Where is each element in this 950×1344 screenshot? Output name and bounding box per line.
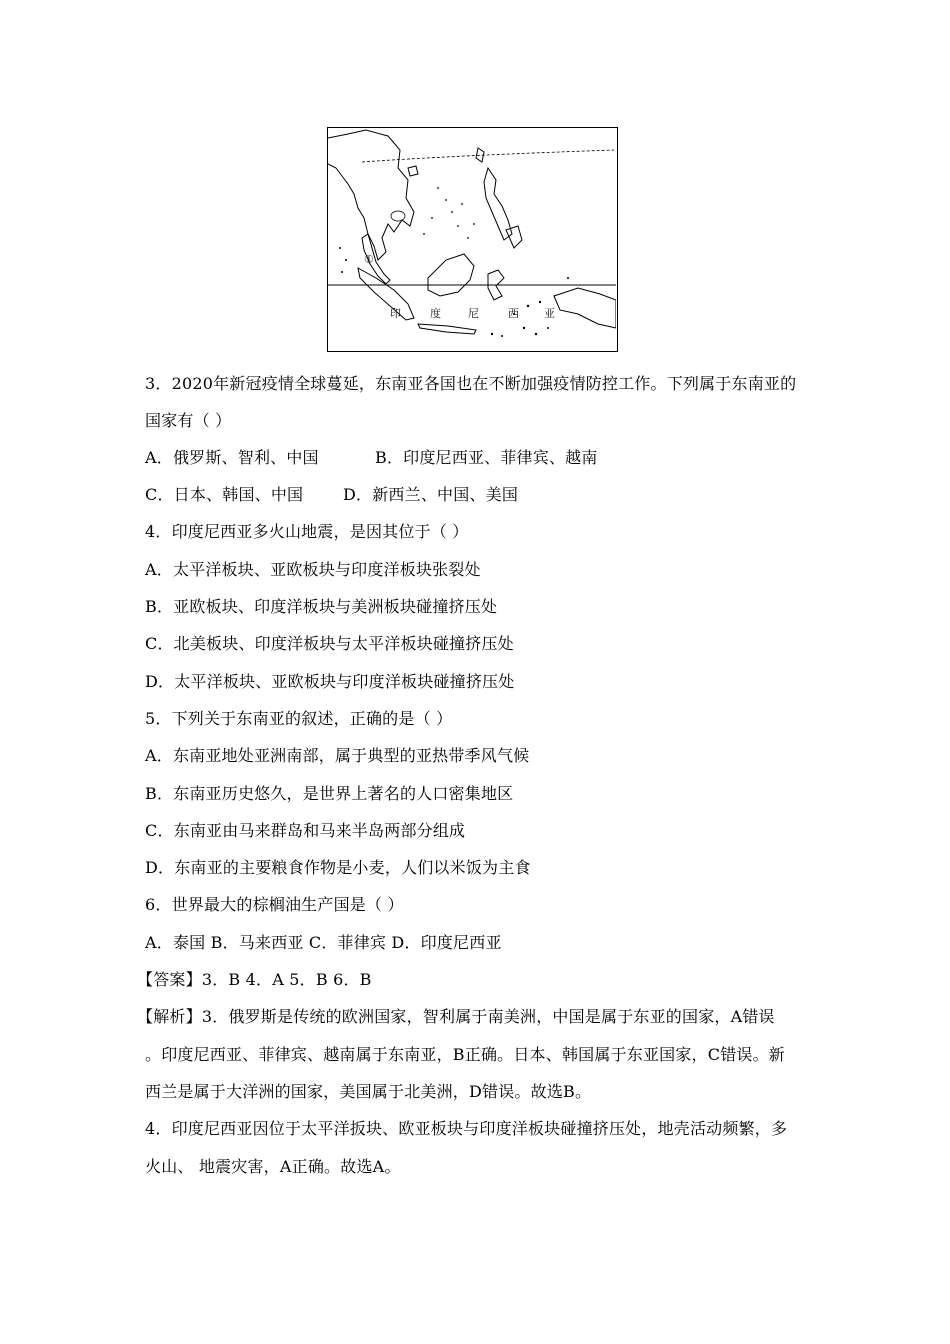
analysis-line-4: 4．印度尼西亚因位于太平洋扳块、欧亚板块与印度洋板块碰撞挤压处，地壳活动频繁，多 bbox=[145, 1119, 788, 1138]
map-marker-1: ① bbox=[364, 253, 374, 266]
new-guinea bbox=[554, 288, 616, 328]
analysis-line-1 bbox=[137, 1007, 775, 1027]
question-5-option-a: A．东南亚地处亚洲南部，属于典型的亚热带季风气候 bbox=[145, 746, 530, 765]
question-3-options-row-1 bbox=[145, 448, 598, 468]
mainland-coast bbox=[328, 130, 414, 260]
answer-line bbox=[137, 970, 372, 990]
question-4-option-c: C．北美板块、印度洋板块与太平洋板块碰撞挤压处 bbox=[145, 634, 514, 653]
map-country-letter: 度 bbox=[430, 307, 441, 320]
answer-text: 3．B 4．A 5．B 6．B bbox=[201, 970, 372, 989]
analysis-text-1: 3．俄罗斯是传统的欧洲国家，智利属于南美洲，中国是属于东亚的国家，A错误 bbox=[201, 1007, 775, 1026]
question-3-stem: 3．2020年新冠疫情全球蔓延，东南亚各国也在不断加强疫情防控工作。下列属于东南亚的 bbox=[145, 374, 797, 393]
country-marker bbox=[391, 211, 405, 221]
question-6-options: A．泰国 B．马来西亚 C．菲律宾 D．印度尼西亚 bbox=[145, 933, 502, 952]
question-5-option-d: D．东南亚的主要粮食作物是小麦，人们以米饭为主食 bbox=[145, 858, 531, 877]
question-5-stem: 5．下列关于东南亚的叙述，正确的是（ ） bbox=[145, 709, 453, 728]
analysis-line-3: 西兰是属于大洋洲的国家，美国属于北美洲，D错误。故选B。 bbox=[145, 1082, 592, 1101]
hainan bbox=[408, 166, 418, 176]
java bbox=[418, 324, 476, 334]
question-4-stem: 4．印度尼西亚多火山地震，是因其位于（ ） bbox=[145, 522, 469, 541]
map-country-letter: 尼 bbox=[468, 307, 479, 320]
question-5-option-b: B．东南亚历史悠久，是世界上著名的人口密集地区 bbox=[145, 784, 514, 803]
question-4-option-b: B．亚欧板块、印度洋板块与美洲板块碰撞挤压处 bbox=[145, 597, 498, 616]
question-3-option-b: B．印度尼西亚、菲律宾、越南 bbox=[375, 448, 598, 467]
question-3-options-row-2 bbox=[145, 485, 518, 505]
map-country-letter: 亚 bbox=[544, 307, 555, 320]
question-4-option-d: D．太平洋板块、亚欧板块与印度洋板块碰撞挤压处 bbox=[145, 672, 515, 691]
question-3-option-c: C．日本、韩国、中国 bbox=[145, 485, 304, 504]
question-4-option-a: A．太平洋板块、亚欧板块与印度洋板块张裂处 bbox=[145, 560, 481, 579]
question-5-option-c: C．东南亚由马来群岛和马来半岛两部分组成 bbox=[145, 821, 466, 840]
southeast-asia-map bbox=[327, 127, 618, 352]
borneo bbox=[428, 254, 474, 296]
question-6-stem: 6．世界最大的棕榈油生产国是（ ） bbox=[145, 895, 404, 914]
map-country-letter: 西 bbox=[508, 307, 519, 320]
question-3-stem-cont: 国家有（ ） bbox=[145, 411, 232, 430]
analysis-line-2: 。印度尼西亚、菲律宾、越南属于东南亚，B正确。日本、韩国属于东亚国家，C错误。新 bbox=[145, 1045, 786, 1064]
analysis-label: 【解析】 bbox=[137, 1007, 202, 1026]
question-3-option-d: D．新西兰、中国、美国 bbox=[343, 485, 519, 504]
answer-label: 【答案】 bbox=[137, 970, 202, 989]
map-country-letter: 印 bbox=[390, 307, 401, 320]
analysis-line-5: 火山、 地震灾害，A正确。故选A。 bbox=[145, 1157, 401, 1176]
question-3-option-a: A．俄罗斯、智利、中国 bbox=[145, 448, 319, 467]
